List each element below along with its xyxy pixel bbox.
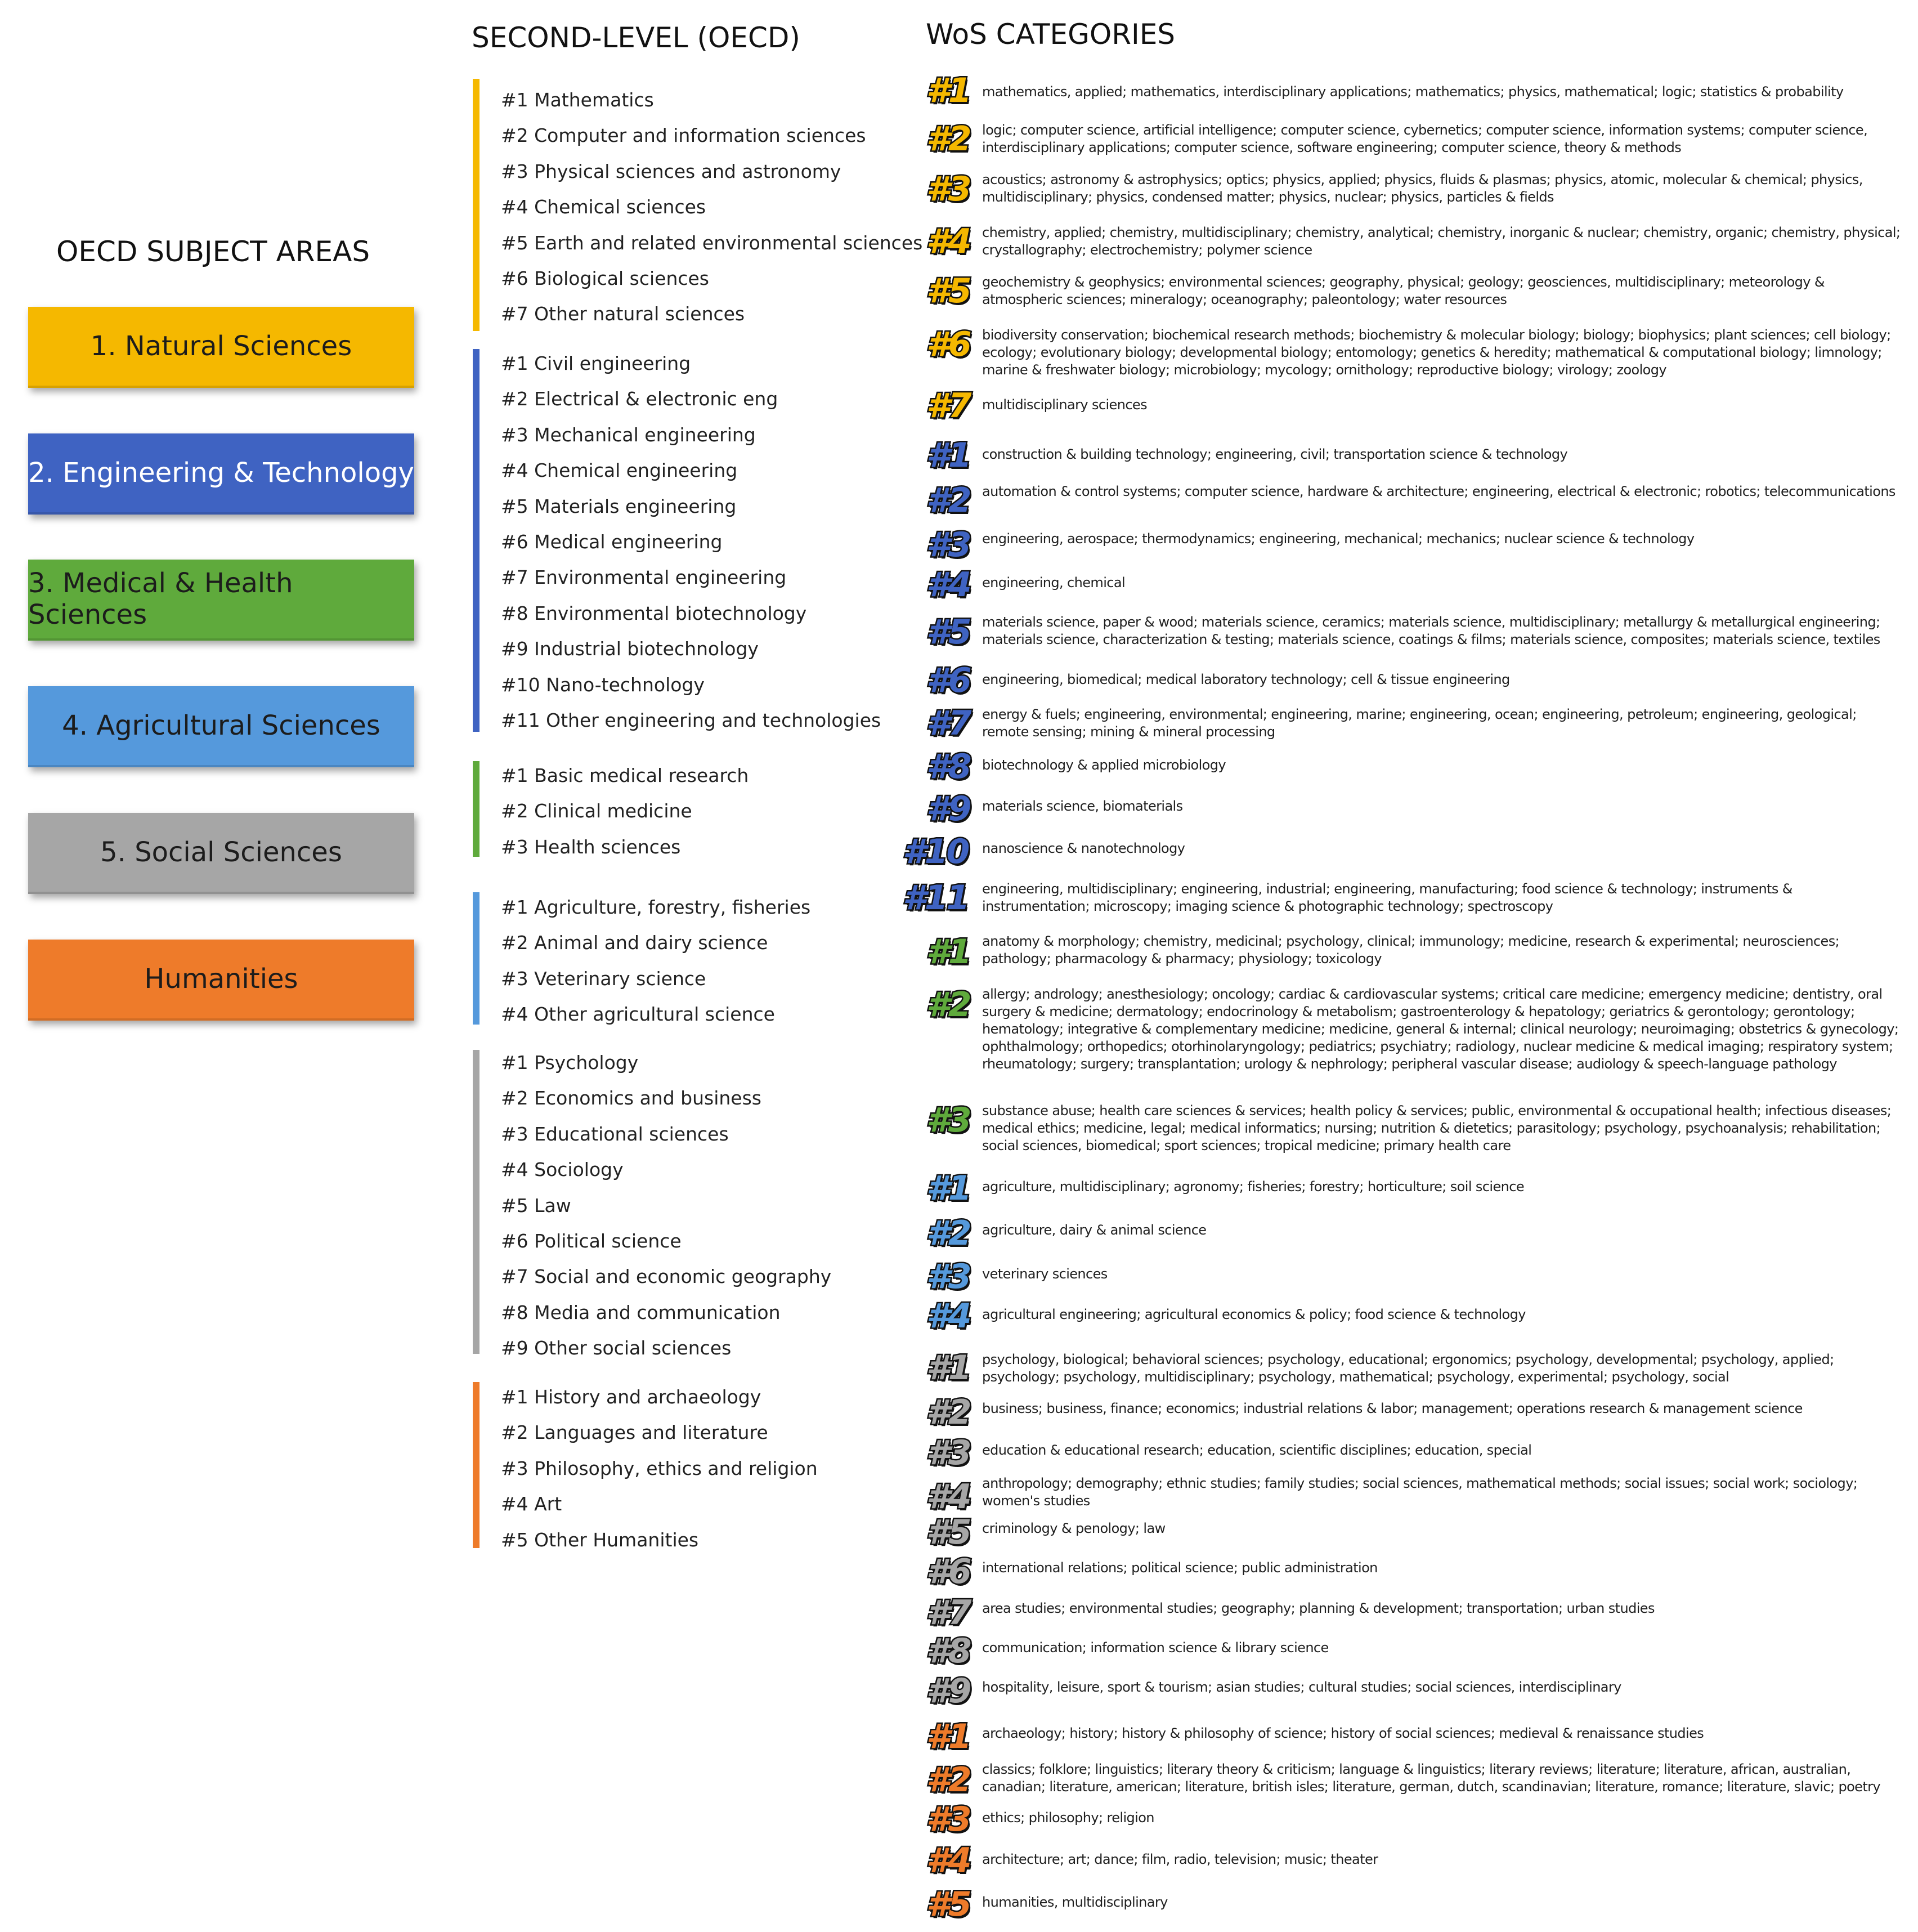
second-level-item-agricultural: #2 Animal and dairy science <box>501 932 768 954</box>
group-bar-medical <box>473 761 480 857</box>
wos-number-badge: #2 <box>926 481 970 520</box>
second-level-item-medical: #1 Basic medical research <box>501 764 749 786</box>
second-level-item-humanities: #1 History and archaeology <box>501 1386 761 1408</box>
wos-number-badge: #2 <box>926 119 970 159</box>
second-level-item-social: #4 Sociology <box>501 1159 624 1181</box>
second-level-item-natural: #6 Biological sciences <box>501 267 709 289</box>
area-label: 3. Medical & Health Sciences <box>28 567 293 630</box>
wos-category-text: ethics; philosophy; religion <box>982 1810 1154 1826</box>
wos-category-text: chemistry, applied; chemistry, multidisciplinary; chemistry, analytical; chemistry, inorganic & nuclear; chemistry, organic; chemistry, physical; crystallography; electrochemistry; polymer science <box>982 225 1901 258</box>
wos-number-badge: #3 <box>926 1433 970 1473</box>
wos-category-text: veterinary sciences <box>982 1266 1108 1282</box>
wos-category-text: architecture; art; dance; film, radio, television; music; theater <box>982 1852 1378 1867</box>
second-level-item-social: #5 Law <box>501 1194 571 1217</box>
wos-number-badge: #2 <box>926 985 970 1025</box>
wos-category-text: energy & fuels; engineering, environmental; engineering, marine; engineering, ocean; engineering, petroleum; engineering, geological; remote sensing; mining & mineral processing <box>982 706 1857 740</box>
second-level-item-engineering: #9 Industrial biotechnology <box>501 638 759 660</box>
wos-category-text: logic; computer science, artificial intelligence; computer science, cybernetics; computer science, information systems; computer science, interdisciplinary applications; computer science, software engineering; computer science, theory & methods <box>982 122 1868 155</box>
wos-number-badge: #1 <box>926 436 970 475</box>
second-level-heading: SECOND-LEVEL (OECD) <box>472 21 800 54</box>
second-level-item-agricultural: #1 Agriculture, forestry, fisheries <box>501 896 811 918</box>
wos-number-badge: #2 <box>926 1214 970 1253</box>
wos-number-badge: #5 <box>926 1513 970 1552</box>
second-level-item-social: #3 Educational sciences <box>501 1122 729 1145</box>
wos-category-text: engineering, chemical <box>982 575 1126 591</box>
wos-category-text: engineering, multidisciplinary; engineering, industrial; engineering, manufacturing; food science & technology; instruments & instrumentation; microscopy; imaging science & photographic technology; spectroscopy <box>982 881 1792 914</box>
area-label: 2. Engineering & Technology <box>28 457 414 489</box>
second-level-item-engineering: #5 Materials engineering <box>501 495 737 517</box>
second-level-item-social: #9 Other social sciences <box>501 1337 732 1359</box>
wos-number-badge: #2 <box>926 1393 970 1432</box>
wos-category-text: anthropology; demography; ethnic studies; family studies; social sciences, mathematical methods; social issues; social work; sociology; women's studies <box>982 1475 1858 1509</box>
group-bar-engineering <box>473 349 480 732</box>
second-level-item-humanities: #2 Languages and literature <box>501 1421 768 1444</box>
wos-category-text: education & educational research; education, scientific disciplines; education, special <box>982 1442 1532 1458</box>
wos-heading: WoS CATEGORIES <box>926 18 1176 51</box>
area-label: 1. Natural Sciences <box>90 330 352 362</box>
wos-category-text: allergy; andrology; anesthesiology; oncology; cardiac & cardiovascular systems; critical care medicine; emergency medicine; dentistry, oral surgery & medicine; dermatology; endocrinology & metabolism; gastroenterology & hepatology; geriatrics & gerontology; gerontology; hematology; integrative & complementary medicine; medicine, general & internal; clinical neurology; neuroimaging; obstetrics & gynecology; ophthalmology; orthopedics; otorhinolaryngology; pediatrics; psychiatry; radiology, nuclear medicine & medical imaging; respiratory system; rheumatology; surgery; transplantation; urology & nephrology; peripheral vascular disease; audiology & speech-language pathology <box>982 986 1899 1072</box>
second-level-item-engineering: #6 Medical engineering <box>501 531 723 553</box>
wos-number-badge: #9 <box>926 1671 970 1711</box>
wos-category-text: anatomy & morphology; chemistry, medicinal; psychology, clinical; immunology; medicine, research & experimental; neurosciences; pathology; pharmacology & pharmacy; physiology; toxicology <box>982 933 1840 967</box>
second-level-item-social: #7 Social and economic geography <box>501 1265 832 1288</box>
wos-number-badge: #7 <box>926 704 970 743</box>
wos-category-text: psychology, biological; behavioral sciences; psychology, educational; ergonomics; psychology, developmental; psychology, applied; psychology; psychology, multidisciplinary; psychology, mathematical; psychology, experimental; psychology, social <box>982 1352 1834 1385</box>
area-label: 4. Agricultural Sciences <box>62 710 380 741</box>
second-level-item-engineering: #2 Electrical & electronic eng <box>501 388 778 410</box>
wos-number-badge: #7 <box>926 386 970 426</box>
wos-number-badge: #1 <box>926 1169 970 1208</box>
second-level-item-engineering: #4 Chemical engineering <box>501 459 738 482</box>
wos-category-text: substance abuse; health care sciences & services; health policy & services; public, environmental & occupational health; infectious diseases; medical ethics; medicine, legal; medical informatics; nursing; nutrition & dietetics; parasitology; psychology, psychoanalysis; rehabilitation; social sciences, biomedical; sport sciences; tropical medicine; primary health care <box>982 1103 1892 1153</box>
wos-category-text: international relations; political science; public administration <box>982 1560 1378 1576</box>
area-box-medical-health-sciences <box>28 560 414 641</box>
wos-category-text: nanoscience & nanotechnology <box>982 840 1185 856</box>
wos-category-text: acoustics; astronomy & astrophysics; optics; physics, applied; physics, fluids & plasmas; physics, atomic, molecular & chemical; physics, multidisciplinary; physics, condensed matter; physics, nuclear; physics, particles & fields <box>982 172 1863 205</box>
wos-category-text: business; business, finance; economics; industrial relations & labor; management; operations research & management science <box>982 1401 1803 1416</box>
wos-category-text: biodiversity conservation; biochemical research methods; biochemistry & molecular biology; biology; biophysics; plant sciences; cell biology; ecology; evolutionary biology; developmental biology; entomology; genetics & heredity; mathematical & computational biology; limnology; marine & freshwater biology; microbiology; mycology; ornithology; reproductive biology; virology; zoology <box>982 327 1891 378</box>
second-level-item-social: #6 Political science <box>501 1230 682 1252</box>
second-level-item-medical: #3 Health sciences <box>501 835 681 858</box>
wos-number-badge: #5 <box>926 612 970 652</box>
wos-category-text: criminology & penology; law <box>982 1520 1166 1536</box>
second-level-item-agricultural: #3 Veterinary science <box>501 967 706 990</box>
wos-category-text: classics; folklore; linguistics; literary theory & criticism; language & linguistics; literary reviews; literature; literature, african, australian, canadian; literature, american; literature, british isles; literature, german, dutch, scandinavian; literature, romance; literature, slavic; poetry <box>982 1761 1881 1795</box>
group-bar-natural <box>473 79 480 331</box>
wos-number-badge: #11 <box>903 878 969 918</box>
wos-number-badge: #5 <box>926 271 970 311</box>
wos-number-badge: #1 <box>926 1348 970 1388</box>
group-bar-humanities <box>473 1382 480 1548</box>
second-level-item-humanities: #5 Other Humanities <box>501 1528 699 1551</box>
wos-category-text: archaeology; history; history & philosophy of science; history of social sciences; medieval & renaissance studies <box>982 1725 1704 1741</box>
area-box-humanities <box>28 940 414 1021</box>
wos-category-text: multidisciplinary sciences <box>982 397 1148 413</box>
area-box-natural-sciences <box>28 307 414 388</box>
wos-category-text: automation & control systems; computer science, hardware & architecture; engineering, electrical & electronic; robotics; telecommunications <box>982 484 1895 499</box>
group-bar-social <box>473 1050 480 1354</box>
wos-number-badge: #9 <box>926 789 970 829</box>
second-level-item-natural: #5 Earth and related environmental sciences <box>501 231 923 254</box>
wos-category-text: materials science, biomaterials <box>982 798 1183 814</box>
wos-number-badge: #6 <box>926 661 970 700</box>
wos-category-text: biotechnology & applied microbiology <box>982 757 1226 773</box>
wos-number-badge: #3 <box>926 169 970 209</box>
wos-category-text: humanities, multidisciplinary <box>982 1894 1168 1910</box>
area-box-social-sciences <box>28 813 414 894</box>
wos-number-badge: #6 <box>926 325 970 364</box>
second-level-item-engineering: #8 Environmental biotechnology <box>501 602 807 624</box>
wos-category-text: engineering, aerospace; thermodynamics; engineering, mechanical; mechanics; nuclear science & technology <box>982 531 1695 547</box>
second-level-item-engineering: #1 Civil engineering <box>501 352 691 374</box>
second-level-item-agricultural: #4 Other agricultural science <box>501 1003 775 1026</box>
second-level-item-natural: #7 Other natural sciences <box>501 303 745 325</box>
wos-category-text: mathematics, applied; mathematics, interdisciplinary applications; mathematics; physics, mathematical; logic; statistics & probability <box>982 84 1844 100</box>
second-level-item-social: #1 Psychology <box>501 1052 639 1074</box>
area-box-engineering-technology <box>28 433 414 515</box>
area-box-agricultural-sciences <box>28 686 414 767</box>
wos-number-badge: #2 <box>926 1760 970 1800</box>
wos-category-text: agricultural engineering; agricultural economics & policy; food science & technology <box>982 1307 1526 1322</box>
second-level-item-natural: #3 Physical sciences and astronomy <box>501 160 841 182</box>
wos-number-badge: #8 <box>926 747 970 786</box>
second-level-item-social: #8 Media and communication <box>501 1301 781 1323</box>
second-level-item-engineering: #11 Other engineering and technologies <box>501 709 881 731</box>
second-level-item-medical: #2 Clinical medicine <box>501 800 692 822</box>
area-label: Humanities <box>144 963 298 995</box>
second-level-item-natural: #4 Chemical sciences <box>501 196 706 218</box>
wos-number-badge: #8 <box>926 1631 970 1671</box>
wos-number-badge: #10 <box>903 832 969 871</box>
second-level-item-social: #2 Economics and business <box>501 1087 761 1110</box>
wos-number-badge: #1 <box>926 1717 970 1756</box>
wos-number-badge: #4 <box>926 1296 970 1336</box>
wos-number-badge: #1 <box>926 932 970 972</box>
wos-number-badge: #7 <box>926 1593 970 1633</box>
area-label: 5. Social Sciences <box>100 837 342 868</box>
wos-category-text: agriculture, dairy & animal science <box>982 1222 1207 1238</box>
wos-category-text: hospitality, leisure, sport & tourism; asian studies; cultural studies; social sciences, interdisciplinary <box>982 1679 1621 1695</box>
wos-category-text: agriculture, multidisciplinary; agronomy; fisheries; forestry; horticulture; soil science <box>982 1179 1525 1195</box>
wos-number-badge: #4 <box>926 1477 970 1517</box>
second-level-item-natural: #1 Mathematics <box>501 89 654 111</box>
wos-number-badge: #1 <box>926 71 970 110</box>
wos-number-badge: #3 <box>926 1257 970 1296</box>
wos-number-badge: #4 <box>926 222 970 261</box>
wos-number-badge: #3 <box>926 1101 970 1140</box>
second-level-item-natural: #2 Computer and information sciences <box>501 124 866 147</box>
wos-category-text: engineering, biomedical; medical laboratory technology; cell & tissue engineering <box>982 672 1510 687</box>
wos-category-text: area studies; environmental studies; geography; planning & development; transportation; urban studies <box>982 1600 1655 1616</box>
wos-number-badge: #3 <box>926 1800 970 1839</box>
wos-number-badge: #4 <box>926 565 970 605</box>
wos-number-badge: #5 <box>926 1885 970 1924</box>
wos-category-text: materials science, paper & wood; materials science, ceramics; materials science, multidisciplinary; metallurgy & metallurgical engineering; materials science, characterization & testing; materials science, coatings & films; materials science, composites; materials science, textiles <box>982 614 1880 647</box>
wos-category-text: communication; information science & library science <box>982 1640 1329 1656</box>
wos-category-text: geochemistry & geophysics; environmental sciences; geography, physical; geology; geosciences, multidisciplinary; meteorology & atmospheric sciences; mineralogy; oceanography; paleontology; water resources <box>982 274 1825 307</box>
wos-category-text: construction & building technology; engineering, civil; transportation science & technology <box>982 446 1568 462</box>
second-level-item-humanities: #3 Philosophy, ethics and religion <box>501 1457 818 1479</box>
subject-areas-heading: OECD SUBJECT AREAS <box>56 235 370 268</box>
wos-number-badge: #3 <box>926 525 970 565</box>
group-bar-agricultural <box>473 892 480 1025</box>
second-level-item-humanities: #4 Art <box>501 1493 562 1515</box>
second-level-item-engineering: #10 Nano-technology <box>501 673 705 696</box>
wos-number-badge: #4 <box>926 1841 970 1880</box>
wos-number-badge: #6 <box>926 1552 970 1591</box>
second-level-item-engineering: #3 Mechanical engineering <box>501 423 756 446</box>
second-level-item-engineering: #7 Environmental engineering <box>501 566 787 589</box>
